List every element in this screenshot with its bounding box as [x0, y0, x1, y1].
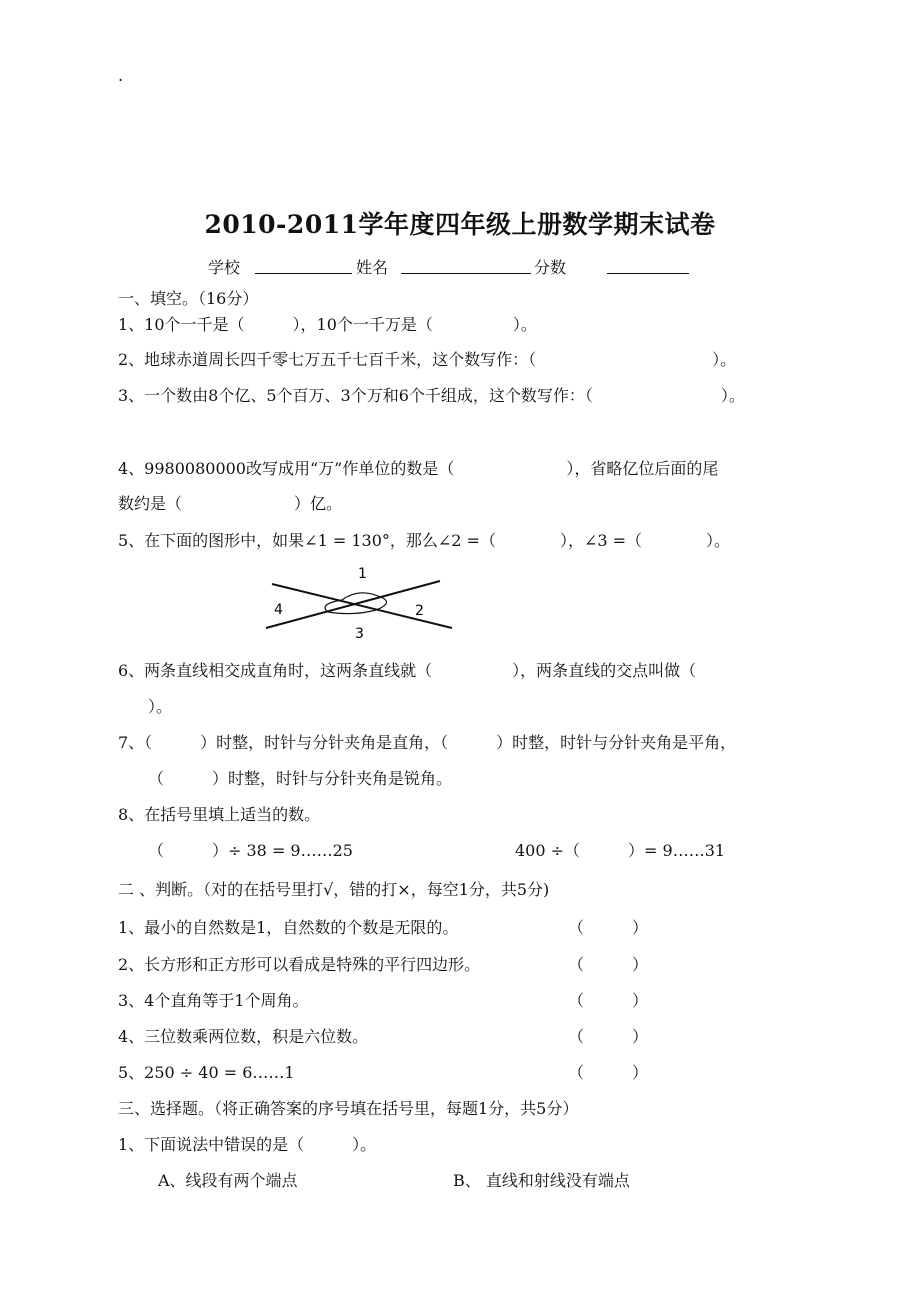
- choice-option-a: A、线段有两个端点: [158, 1171, 298, 1190]
- name-field[interactable]: [401, 273, 531, 274]
- question-1-3: 3、一个数由8个亿、5个百万、3个万和6个千组成，这个数写作：（ ）。: [118, 386, 745, 405]
- question-1-8: 8、在括号里填上适当的数。: [118, 805, 321, 824]
- angle-label-4: 4: [274, 602, 283, 618]
- question-1-6-line2: ）。: [148, 697, 173, 716]
- section2-heading: 二 、判断。（对的在括号里打√，错的打×，每空1分，共5分): [118, 880, 550, 899]
- question-1-5: 5、在下面的图形中，如果∠1 = 130°，那么∠2 =（ ），∠3 =（ ）。: [118, 531, 731, 550]
- question-1-4-line1: 4、9980080000改写成用“万”作单位的数是（ ），省略亿位后面的尾: [118, 459, 719, 478]
- angle-label-2: 2: [415, 603, 424, 619]
- judge-item-2: 2、长方形和正方形可以看成是特殊的平行四边形。: [118, 955, 481, 974]
- judge-answer-4[interactable]: （ ）: [568, 1027, 649, 1046]
- angle-label-1: 1: [358, 566, 367, 582]
- question-1-2: 2、地球赤道周长四千零七万五千七百千米，这个数写作：（ ）。: [118, 350, 737, 369]
- judge-item-3: 3、4个直角等于1个周角。: [118, 991, 309, 1010]
- question-1-7-line1: 7、（ ）时整，时针与分针夹角是直角，（ ）时整，时针与分针夹角是平角，: [118, 733, 737, 752]
- score-field[interactable]: [607, 273, 689, 274]
- judge-item-1: 1、最小的自然数是1，自然数的个数是无限的。: [118, 918, 459, 937]
- section1-heading: 一、填空。（16分）: [118, 289, 259, 308]
- score-label: 分数: [534, 258, 567, 277]
- angle-label-3: 3: [355, 626, 364, 642]
- judge-item-5: 5、250 ÷ 40 = 6……1: [118, 1063, 295, 1082]
- school-field[interactable]: [255, 273, 352, 274]
- section3-heading: 三、选择题。（将正确答案的序号填在括号里，每题1分，共5分）: [118, 1099, 579, 1118]
- judge-answer-1[interactable]: （ ）: [568, 918, 649, 937]
- page-title: 2010-2011学年度四年级上册数学期末试卷: [204, 210, 716, 239]
- angle-arc-3: [328, 610, 376, 614]
- question-1-4-line2: 数约是（ ）亿。: [118, 494, 343, 513]
- intersecting-lines-figure: [258, 562, 458, 642]
- question-1-8-a: （ ）÷ 38 = 9……25: [148, 841, 353, 860]
- page-dot: .: [118, 66, 124, 85]
- question-1-1: 1、10个一千是（ ），10个一千万是（ ）。: [118, 315, 537, 334]
- judge-answer-5[interactable]: （ ）: [568, 1063, 649, 1082]
- question-1-7-line2: （ ）时整，时针与分针夹角是锐角。: [148, 769, 453, 788]
- school-label: 学校: [208, 258, 241, 277]
- choice-question-1: 1、下面说法中错误的是（ ）。: [118, 1135, 377, 1154]
- name-label: 姓名: [356, 258, 389, 277]
- question-1-6-line1: 6、两条直线相交成直角时，这两条直线就（ ），两条直线的交点叫做（: [118, 661, 697, 680]
- judge-item-4: 4、三位数乘两位数，积是六位数。: [118, 1027, 369, 1046]
- line-b: [272, 584, 452, 628]
- choice-option-b: B、 直线和射线没有端点: [453, 1171, 630, 1190]
- judge-answer-2[interactable]: （ ）: [568, 955, 649, 974]
- question-1-8-b: 400 ÷（ ）= 9……31: [515, 841, 726, 860]
- judge-answer-3[interactable]: （ ）: [568, 991, 649, 1010]
